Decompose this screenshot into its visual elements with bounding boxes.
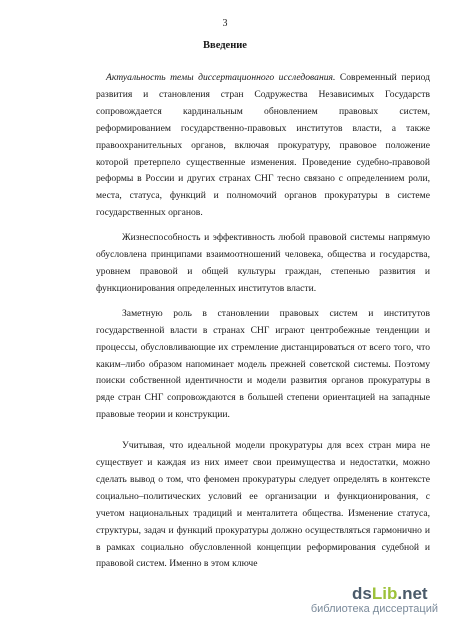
paragraph-text: Современный период развития и становления стран Содружества Независимых Государств сопровождается кардинальным обновлением правовых систем, реформированием государственно-правовых институтов власти, а также правоохранительных органов, включая прокуратуру, правовое положение которой претерпело существенные изменения. Проведение судебно-правовой реформы в России и других странах СНГ тесно связано с определением роли, места, статуса, функций и полномочий органов прокуратуры в системе государственных органов. (96, 72, 430, 219)
logo-text-lib: Lib (371, 584, 398, 603)
page-number: 3 (222, 18, 228, 29)
paragraph-centrifugal: Заметную роль в становлении правовых систем и институтов государственной власти в странах СНГ играют центробежные тенденции и процессы, обусловливающие их стремление дистанцироваться от всего того, что каким–либо образом напоминает модель прежней советской системы. Поэтому поиски собственной идентичности и модели развития органов прокуратуры в ряде стран СНГ сопровождаются в большей степени ориентацией на западные правовые теории и конструкции. (96, 307, 430, 421)
section-heading: Введение (203, 40, 247, 51)
paragraph-relevance (96, 70, 430, 222)
watermark-caption: библиотека диссертаций (310, 603, 438, 615)
watermark (282, 584, 442, 618)
watermark-logo (352, 584, 428, 604)
logo-text-ds: ds (352, 584, 372, 603)
document-body (96, 70, 430, 581)
paragraph-lead-italic: Актуальность темы диссертационного исследования. (106, 72, 336, 83)
paragraph-model: Учитывая, что идеальной модели прокуратуры для всех стран мира не существует и каждая из них имеет свои преимущества и недостатки, можно сделать вывод о том, что феномен прокуратуры следует определять в контексте социально–политических условий ее организации и функционирования, с учетом национальных традиций и менталитета общества. Изменение статуса, структуры, задач и функций прокуратуры должно осуществляться гармонично и в рамках социально обусловленной концепции реформирования судебной и правовой систем. Именно в этом ключе (96, 440, 430, 570)
paragraph-viability: Жизнеспособность и эффективность любой правовой системы напрямую обусловлена принципами взаимоотношений человека, общества и государства, уровнем правовой и общей культуры граждан, степенью развития и функционирования определенных институтов власти. (96, 232, 430, 294)
logo-text-net: .net (397, 584, 428, 603)
